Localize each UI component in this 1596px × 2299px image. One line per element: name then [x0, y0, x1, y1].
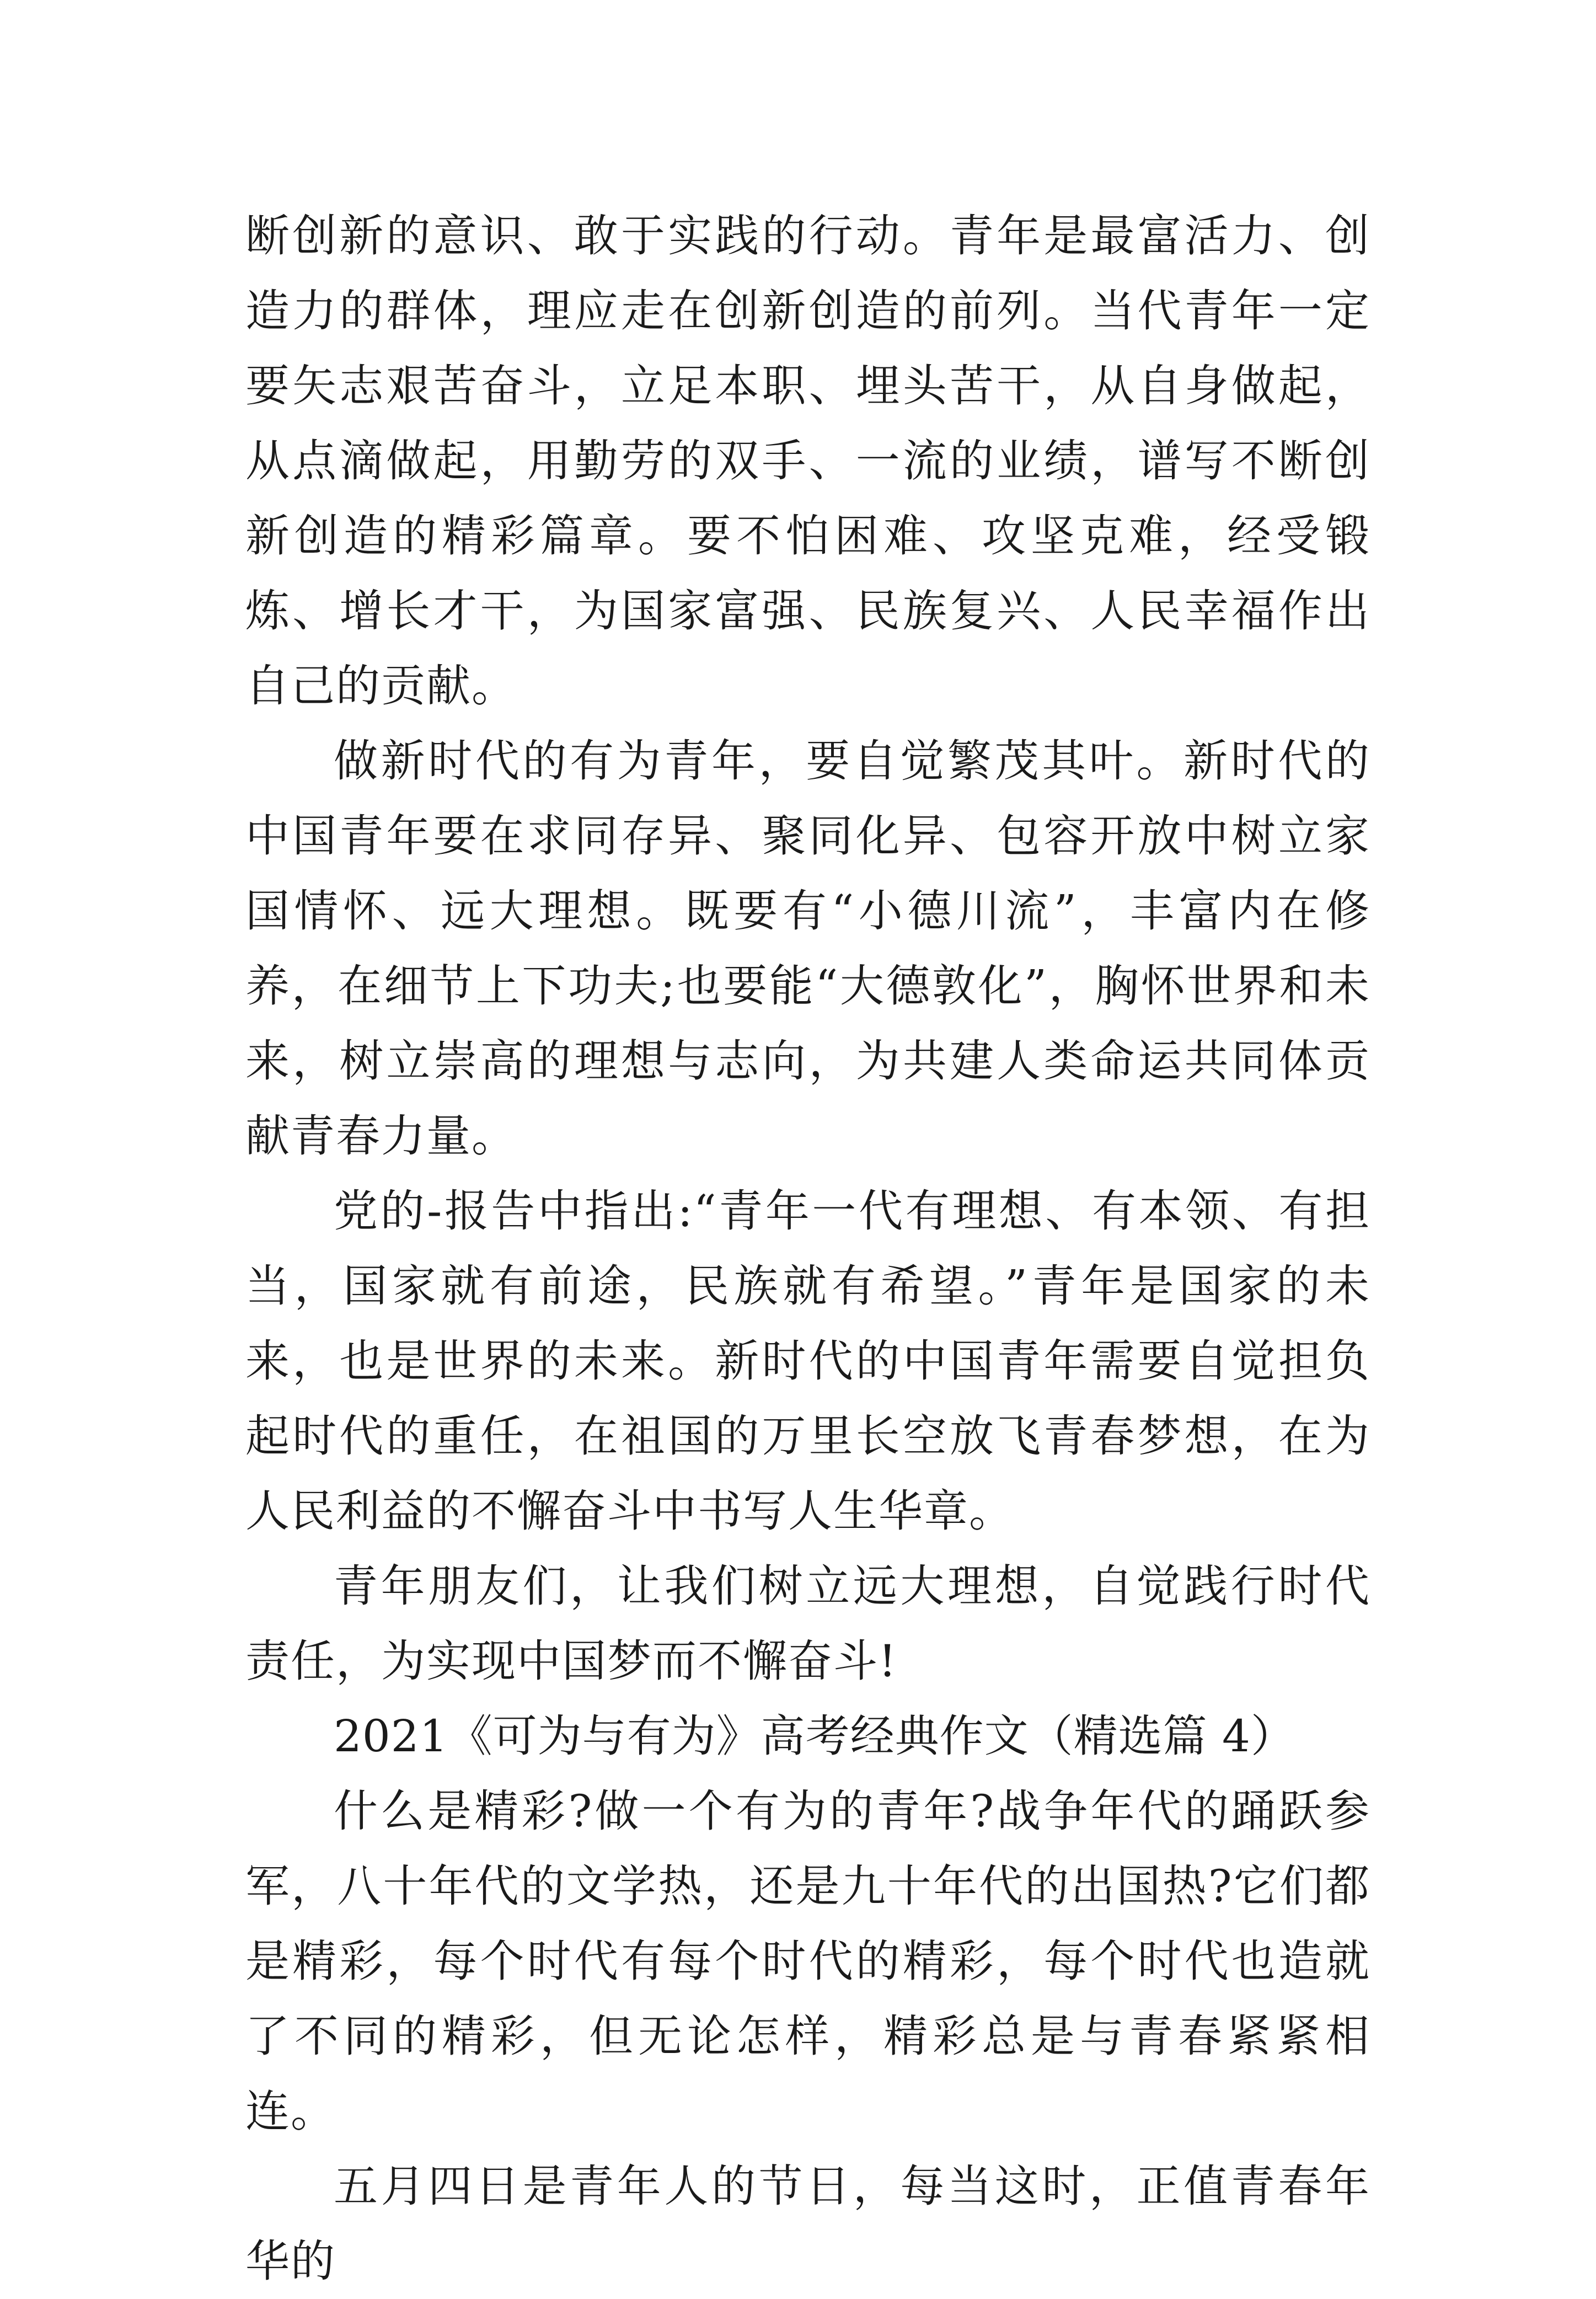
paragraph-may-fourth: 五月四日是青年人的节日，每当这时，正值青春年华的 [245, 2161, 1370, 2287]
paragraph-what-is-brilliance: 什么是精彩?做一个有为的青年?战争年代的踊跃参军，八十年代的文学热，还是九十年代的出国热?它们都是精彩，每个时代有每个时代的精彩，每个时代也造就了不同的精彩，但无论怎样，精彩总是与青春紧紧相连。 [245, 1785, 1370, 2137]
paragraph-call-to-action: 青年朋友们，让我们树立远大理想，自觉践行时代责任，为实现中国梦而不懈奋斗! [245, 1560, 1370, 1687]
paragraph-party-report-quote: 党的-报告中指出:“青年一代有理想、有本领、有担当，国家就有前途，民族就有希望。”青年是国家的未来，也是世界的未来。新时代的中国青年需要自觉担负起时代的重任，在祖国的万里长空放飞青春梦想，在为人民利益的不懈奋斗中书写人生华章。 [245, 1185, 1370, 1537]
paragraph-flourish-leaves: 做新时代的有为青年，要自觉繁茂其叶。新时代的中国青年要在求同存异、聚同化异、包容开放中树立家国情怀、远大理想。既要有“小德川流”，丰富内在修养，在细节上下功夫;也要能“大德敦化”，胸怀世界和未来，树立崇高的理想与志向，为共建人类命运共同体贡献青春力量。 [245, 735, 1370, 1162]
paragraph-innovation: 断创新的意识、敢于实践的行动。青年是最富活力、创造力的群体，理应走在创新创造的前列。当代青年一定要矢志艰苦奋斗，立足本职、埋头苦干，从自身做起，从点滴做起，用勤劳的双手、一流的业绩，谱写不断创新创造的精彩篇章。要不怕困难、攻坚克难，经受锻炼、增长才干，为国家富强、民族复兴、人民幸福作出自己的贡献。 [245, 210, 1370, 712]
section-heading: 2021《可为与有为》高考经典作文（精选篇 4） [334, 1710, 1295, 1762]
document-body [245, 199, 1370, 2299]
